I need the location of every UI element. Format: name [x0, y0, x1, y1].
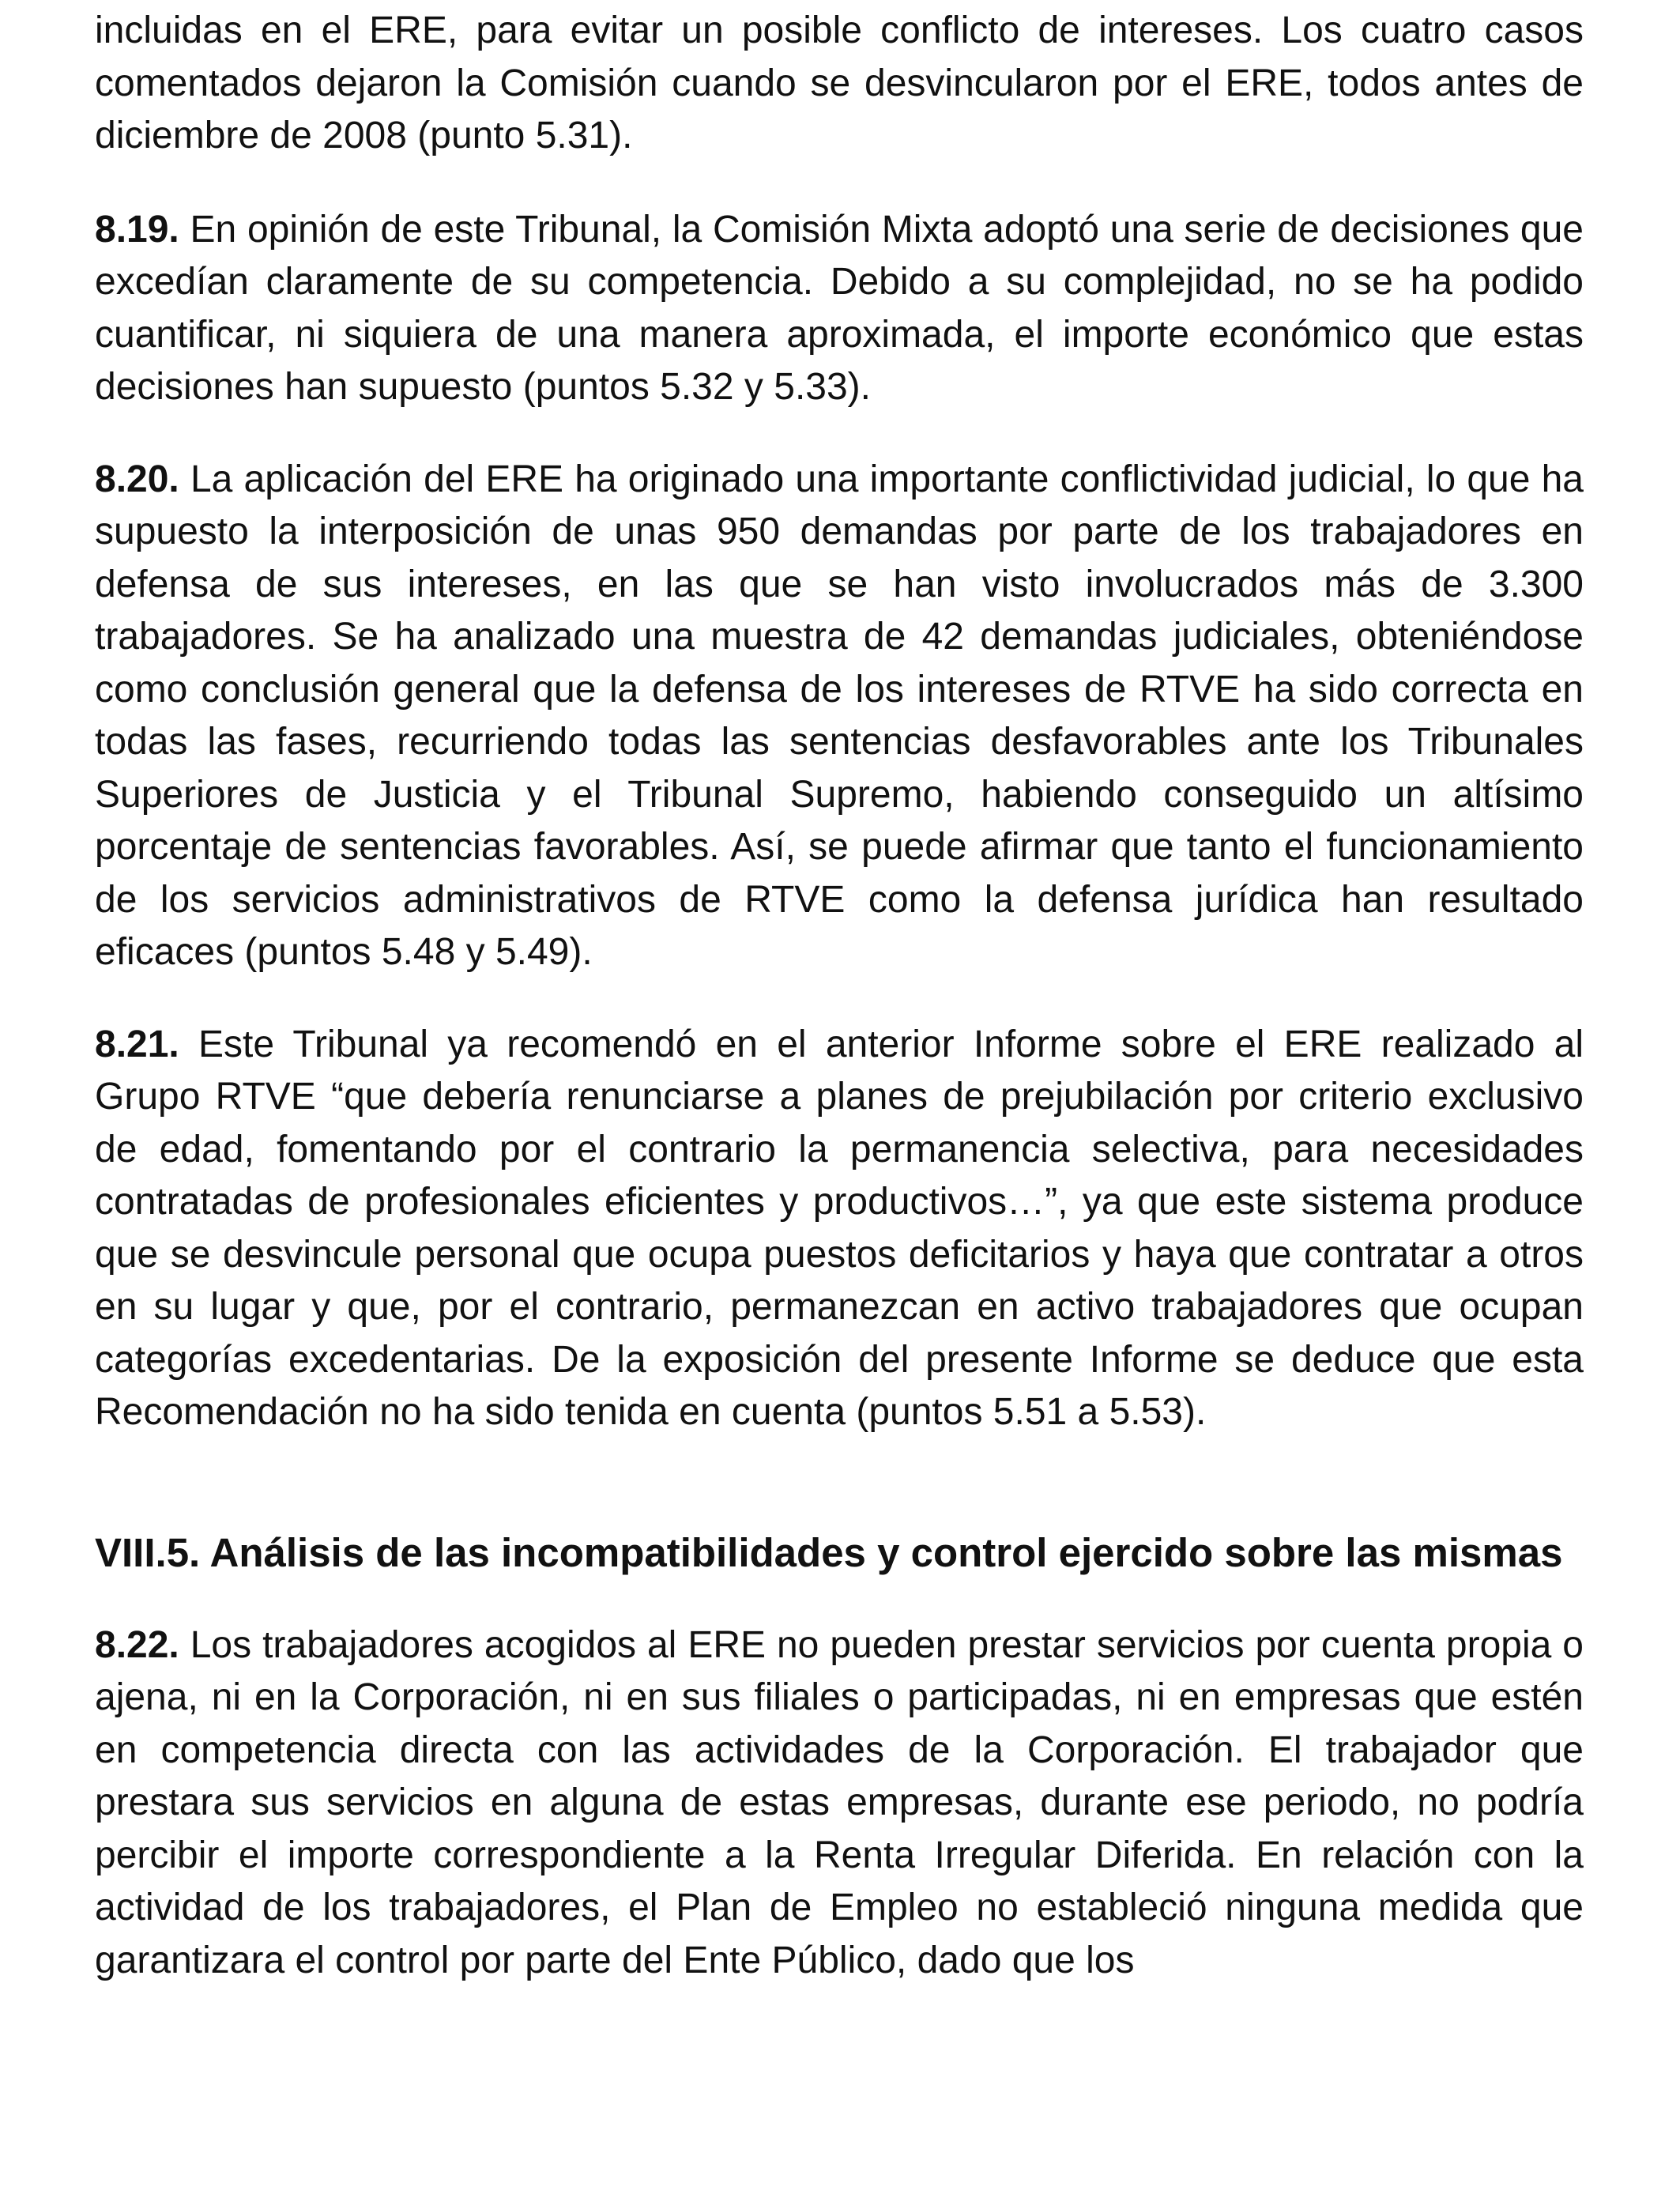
paragraph-text: La aplicación del ERE ha originado una importante conflictividad judicial, lo que ha supuesto la interposición de unas 950 demandas por parte de los trabajadores en defensa de sus intereses, en las que se han visto involucrados más de 3.300 trabajadores. Se ha analizado una muestra de 42 demandas judiciales, obteniéndose como conclusión general que la defensa de los intereses de RTVE ha sido correcta en todas las fases, recurriendo todas las sentencias desfavorables ante los Tribunales Superiores de Justicia y el Tribunal Supremo, habiendo conseguido un altísimo porcentaje de sentencias favorables. Así, se puede afirmar que tanto el funcionamiento de los servicios administrativos de RTVE como la defensa jurídica han resultado eficaces (puntos 5.48 y 5.49). — [95, 458, 1584, 973]
paragraph-text: En opinión de este Tribunal, la Comisión Mixta adoptó una serie de decisiones que excedían claramente de su competencia. Debido a su complejidad, no se ha podido cuantificar, ni siquiera de una manera aproximada, el importe económico que estas decisiones han supuesto (puntos 5.32 y 5.33). — [95, 208, 1584, 408]
paragraph-8-21 — [95, 1019, 1584, 1439]
paragraph-text: Este Tribunal ya recomendó en el anterior Informe sobre el ERE realizado al Grupo RTVE “que debería renunciarse a planes de prejubilación por criterio exclusivo de edad, fomentando por el contrario la permanencia selectiva, para necesidades contratadas de profesionales eficientes y productivos…”, ya que este sistema produce que se desvincule personal que ocupa puestos deficitarios y haya que contratar a otros en su lugar y que, por el contrario, permanezcan en activo trabajadores que ocupan categorías excedentarias. De la exposición del presente Informe se deduce que esta Recomendación no ha sido tenida en cuenta (puntos 5.51 a 5.53). — [95, 1023, 1584, 1433]
paragraph-number: 8.20. — [95, 458, 179, 500]
paragraph-number: 8.22. — [95, 1623, 179, 1666]
intro-paragraph: incluidas en el ERE, para evitar un posible conflicto de intereses. Los cuatro casos comentados dejaron la Comisión cuando se desvincularon por el ERE, todos antes de diciembre de 2008 (punto 5.31). — [95, 9, 1584, 156]
paragraph-8-22 — [95, 1619, 1584, 1988]
paragraph-8-19 — [95, 204, 1584, 414]
paragraph-number: 8.19. — [95, 208, 179, 251]
paragraph-text: Los trabajadores acogidos al ERE no pueden prestar servicios por cuenta propia o ajena, ni en la Corporación, ni en sus filiales o participadas, ni en empresas que estén en competencia directa con las actividades de la Corporación. El trabajador que prestara sus servicios en alguna de estas empresas, durante ese periodo, no podría percibir el importe correspondiente a la Renta Irregular Diferida. En relación con la actividad de los trabajadores, el Plan de Empleo no estableció ninguna medida que garantizara el control por parte del Ente Público, dado que los — [95, 1623, 1584, 1981]
document-page — [95, 5, 1584, 2026]
section-heading: VIII.5. Análisis de las incompatibilidades y control ejercido sobre las mismas — [95, 1529, 1563, 1575]
paragraph-number: 8.21. — [95, 1023, 179, 1065]
paragraph-8-20 — [95, 454, 1584, 979]
